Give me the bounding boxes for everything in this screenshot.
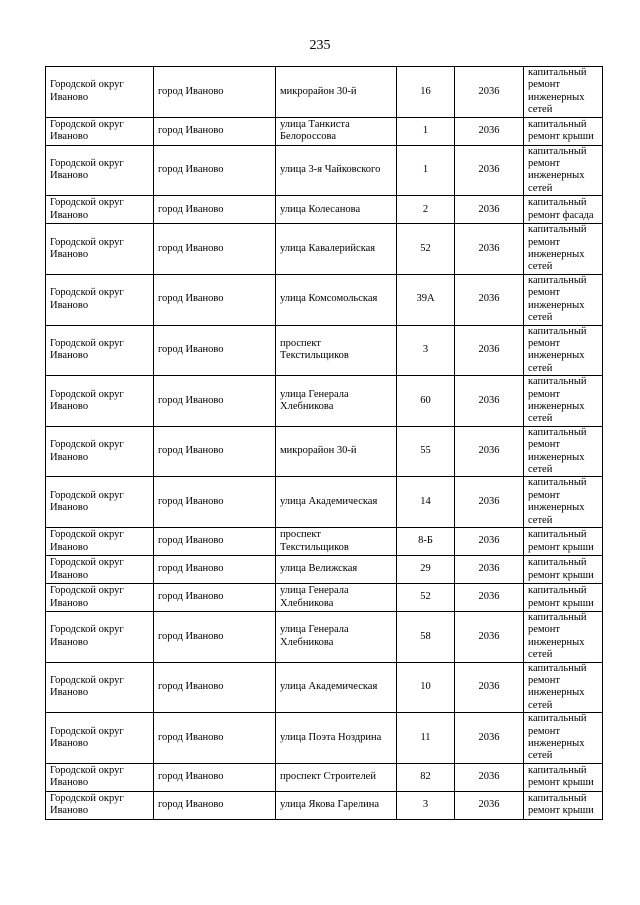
cell-work: капитальный ремонт крыши: [524, 528, 603, 556]
cell-year: 2036: [455, 556, 524, 584]
cell-year: 2036: [455, 477, 524, 528]
cell-city: город Иваново: [154, 477, 276, 528]
cell-work: капитальный ремонт инженерных сетей: [524, 145, 603, 196]
page-number: 235: [309, 38, 331, 53]
cell-work: капитальный ремонт фасада: [524, 196, 603, 224]
cell-year: 2036: [455, 67, 524, 118]
cell-city: город Иваново: [154, 274, 276, 325]
table-row: [46, 67, 603, 118]
table-row: [46, 274, 603, 325]
cell-district: Городской округ Иваново: [46, 274, 154, 325]
cell-work: капитальный ремонт крыши: [524, 791, 603, 819]
cell-district: Городской округ Иваново: [46, 612, 154, 663]
cell-city: город Иваново: [154, 426, 276, 477]
table-row: [46, 612, 603, 663]
table-row: [46, 145, 603, 196]
cell-work: капитальный ремонт инженерных сетей: [524, 325, 603, 376]
cell-street: улица Колесанова: [276, 196, 397, 224]
cell-work: капитальный ремонт инженерных сетей: [524, 67, 603, 118]
table-row: [46, 325, 603, 376]
cell-house: 82: [397, 763, 455, 791]
cell-year: 2036: [455, 612, 524, 663]
cell-year: 2036: [455, 325, 524, 376]
cell-street: проспект Текстильщиков: [276, 528, 397, 556]
cell-house: 16: [397, 67, 455, 118]
cell-city: город Иваново: [154, 713, 276, 764]
cell-street: проспект Строителей: [276, 763, 397, 791]
cell-street: проспект Текстильщиков: [276, 325, 397, 376]
cell-year: 2036: [455, 145, 524, 196]
cell-street: улица Танкиста Белороссова: [276, 117, 397, 145]
table-row: [46, 196, 603, 224]
cell-street: улица Кавалерийская: [276, 224, 397, 275]
cell-city: город Иваново: [154, 791, 276, 819]
cell-year: 2036: [455, 713, 524, 764]
table-row: [46, 662, 603, 713]
cell-house: 52: [397, 584, 455, 612]
table-row: [46, 376, 603, 427]
cell-district: Городской округ Иваново: [46, 67, 154, 118]
cell-year: 2036: [455, 224, 524, 275]
cell-house: 2: [397, 196, 455, 224]
cell-district: Городской округ Иваново: [46, 713, 154, 764]
table-row: [46, 713, 603, 764]
cell-city: город Иваново: [154, 556, 276, 584]
cell-year: 2036: [455, 117, 524, 145]
cell-street: микрорайон 30-й: [276, 67, 397, 118]
cell-house: 11: [397, 713, 455, 764]
cell-year: 2036: [455, 274, 524, 325]
cell-house: 8-Б: [397, 528, 455, 556]
cell-street: улица Якова Гарелина: [276, 791, 397, 819]
cell-city: город Иваново: [154, 612, 276, 663]
table-row: [46, 477, 603, 528]
cell-work: капитальный ремонт инженерных сетей: [524, 376, 603, 427]
cell-district: Городской округ Иваново: [46, 763, 154, 791]
cell-city: город Иваново: [154, 117, 276, 145]
cell-year: 2036: [455, 528, 524, 556]
cell-district: Городской округ Иваново: [46, 117, 154, 145]
cell-house: 3: [397, 791, 455, 819]
cell-year: 2036: [455, 763, 524, 791]
cell-city: город Иваново: [154, 584, 276, 612]
table-row: [46, 528, 603, 556]
cell-work: капитальный ремонт инженерных сетей: [524, 612, 603, 663]
table-row: [46, 426, 603, 477]
cell-street: микрорайон 30-й: [276, 426, 397, 477]
cell-district: Городской округ Иваново: [46, 426, 154, 477]
cell-house: 39А: [397, 274, 455, 325]
cell-district: Городской округ Иваново: [46, 477, 154, 528]
table-row: [46, 117, 603, 145]
cell-city: город Иваново: [154, 763, 276, 791]
cell-city: город Иваново: [154, 196, 276, 224]
cell-work: капитальный ремонт инженерных сетей: [524, 477, 603, 528]
cell-house: 55: [397, 426, 455, 477]
cell-city: город Иваново: [154, 224, 276, 275]
cell-district: Городской округ Иваново: [46, 556, 154, 584]
cell-district: Городской округ Иваново: [46, 791, 154, 819]
cell-city: город Иваново: [154, 325, 276, 376]
cell-house: 10: [397, 662, 455, 713]
cell-year: 2036: [455, 791, 524, 819]
cell-house: 29: [397, 556, 455, 584]
table-row: [46, 791, 603, 819]
cell-district: Городской округ Иваново: [46, 145, 154, 196]
cell-house: 58: [397, 612, 455, 663]
cell-district: Городской округ Иваново: [46, 325, 154, 376]
cell-year: 2036: [455, 662, 524, 713]
cell-house: 1: [397, 117, 455, 145]
table-row: [46, 224, 603, 275]
cell-house: 3: [397, 325, 455, 376]
cell-district: Городской округ Иваново: [46, 196, 154, 224]
cell-city: город Иваново: [154, 528, 276, 556]
cell-street: улица Поэта Ноздрина: [276, 713, 397, 764]
cell-work: капитальный ремонт инженерных сетей: [524, 224, 603, 275]
cell-street: улица 3-я Чайковского: [276, 145, 397, 196]
cell-district: Городской округ Иваново: [46, 376, 154, 427]
cell-city: город Иваново: [154, 145, 276, 196]
cell-year: 2036: [455, 196, 524, 224]
cell-district: Городской округ Иваново: [46, 584, 154, 612]
table-row: [46, 763, 603, 791]
cell-work: капитальный ремонт крыши: [524, 556, 603, 584]
cell-street: улица Академическая: [276, 477, 397, 528]
cell-street: улица Академическая: [276, 662, 397, 713]
cell-work: капитальный ремонт крыши: [524, 117, 603, 145]
table-row: [46, 584, 603, 612]
cell-house: 52: [397, 224, 455, 275]
cell-street: улица Комсомольская: [276, 274, 397, 325]
cell-district: Городской округ Иваново: [46, 528, 154, 556]
cell-house: 60: [397, 376, 455, 427]
cell-city: город Иваново: [154, 67, 276, 118]
table-row: [46, 556, 603, 584]
cell-work: капитальный ремонт инженерных сетей: [524, 426, 603, 477]
cell-street: улица Генерала Хлебникова: [276, 584, 397, 612]
cell-year: 2036: [455, 584, 524, 612]
cell-year: 2036: [455, 376, 524, 427]
cell-work: капитальный ремонт инженерных сетей: [524, 274, 603, 325]
registry-table: [45, 66, 603, 820]
cell-city: город Иваново: [154, 376, 276, 427]
cell-street: улица Генерала Хлебникова: [276, 376, 397, 427]
cell-year: 2036: [455, 426, 524, 477]
cell-city: город Иваново: [154, 662, 276, 713]
cell-work: капитальный ремонт инженерных сетей: [524, 713, 603, 764]
cell-house: 1: [397, 145, 455, 196]
cell-street: улица Велижская: [276, 556, 397, 584]
cell-work: капитальный ремонт крыши: [524, 584, 603, 612]
cell-street: улица Генерала Хлебникова: [276, 612, 397, 663]
cell-house: 14: [397, 477, 455, 528]
cell-district: Городской округ Иваново: [46, 662, 154, 713]
cell-work: капитальный ремонт крыши: [524, 763, 603, 791]
cell-work: капитальный ремонт инженерных сетей: [524, 662, 603, 713]
cell-district: Городской округ Иваново: [46, 224, 154, 275]
